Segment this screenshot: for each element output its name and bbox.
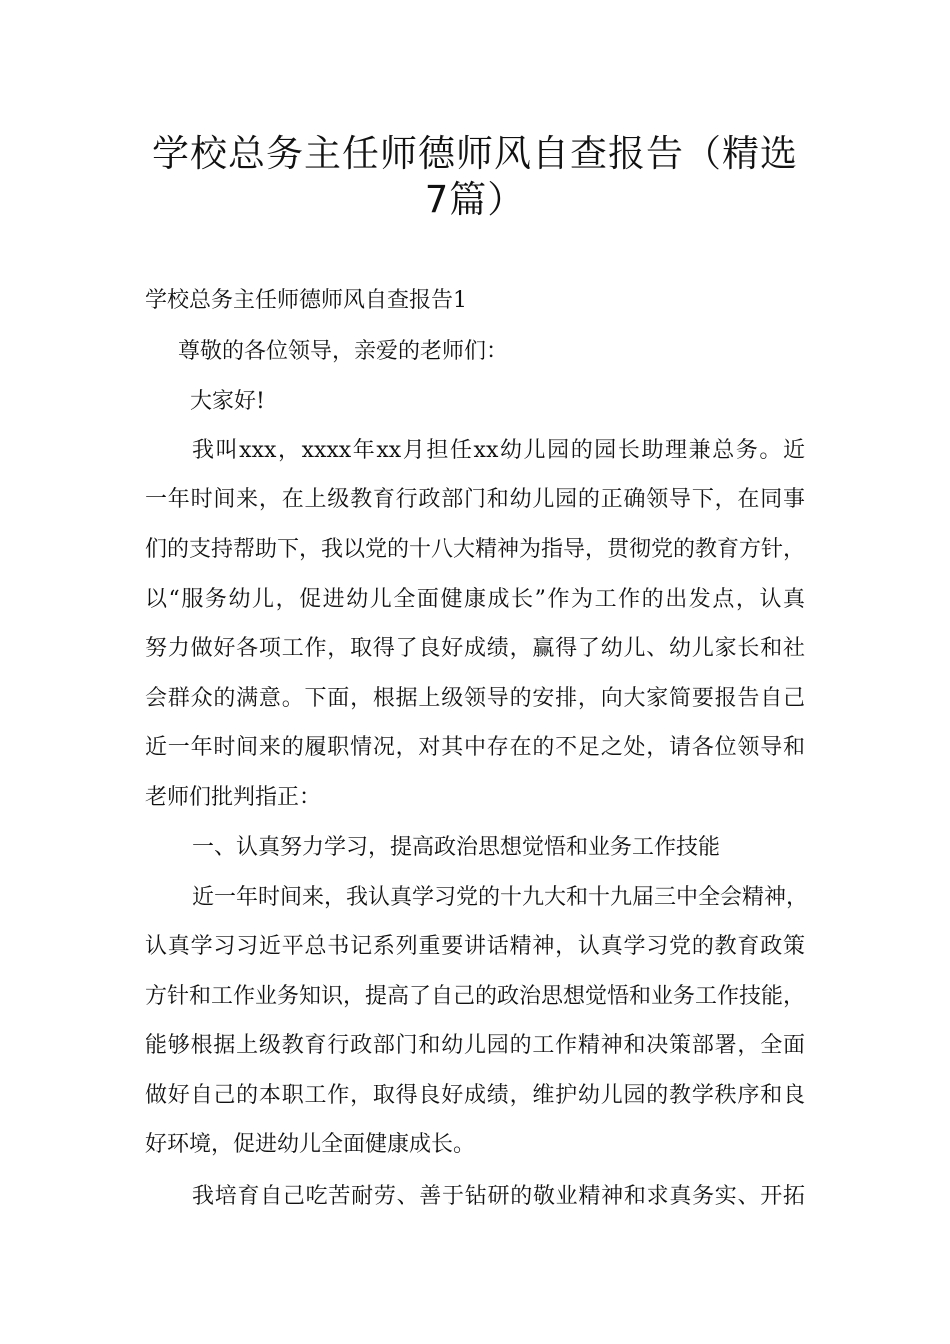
paragraph-2-line: 做好自己的本职工作，取得良好成绩，维护幼儿园的教学秩序和良: [145, 1083, 805, 1108]
paragraph-2-line: 近一年时间来，我认真学习党的十九大和十九届三中全会精神，: [192, 885, 809, 910]
paragraph-1-line: 以“服务幼儿，促进幼儿全面健康成长”作为工作的出发点，认真: [145, 587, 805, 612]
paragraph-1-line: 努力做好各项工作，取得了良好成绩，赢得了幼儿、幼儿家长和社: [145, 636, 805, 661]
document-title-line-2: 7篇）: [424, 178, 526, 221]
paragraph-2-line: 方针和工作业务知识，提高了自己的政治思想觉悟和业务工作技能，: [145, 984, 806, 1009]
paragraph-1-line: 老师们批判指正：: [145, 785, 322, 810]
paragraph-2-line: 好环境，促进幼儿全面健康成长。: [145, 1132, 476, 1157]
section-1-heading: 一、认真努力学习，提高政治思想觉悟和业务工作技能: [192, 835, 721, 860]
paragraph-2-line: 认真学习习近平总书记系列重要讲话精神，认真学习党的教育政策: [145, 934, 805, 959]
report-subtitle: 学校总务主任师德师风自查报告1: [145, 288, 467, 313]
paragraph-1-line: 近一年时间来的履职情况，对其中存在的不足之处，请各位领导和: [145, 735, 805, 760]
paragraph-1-line: 我叫xxx，xxxx年xx月担任xx幼儿园的园长助理兼总务。近: [192, 438, 805, 463]
salutation: 尊敬的各位领导，亲爱的老师们：: [178, 339, 509, 364]
document-title-line-1: 学校总务主任师德师风自查报告（精选: [152, 132, 798, 175]
paragraph-1-line: 们的支持帮助下，我以党的十八大精神为指导，贯彻党的教育方针，: [145, 537, 806, 562]
paragraph-2-line: 能够根据上级教育行政部门和幼儿园的工作精神和决策部署，全面: [145, 1033, 805, 1058]
greeting: 大家好!: [190, 389, 265, 414]
paragraph-3-line: 我培育自己吃苦耐劳、善于钻研的敬业精神和求真务实、开拓: [192, 1184, 805, 1209]
paragraph-1-line: 会群众的满意。下面，根据上级领导的安排，向大家简要报告自己: [145, 686, 805, 711]
paragraph-1-line: 一年时间来，在上级教育行政部门和幼儿园的正确领导下，在同事: [145, 487, 805, 512]
